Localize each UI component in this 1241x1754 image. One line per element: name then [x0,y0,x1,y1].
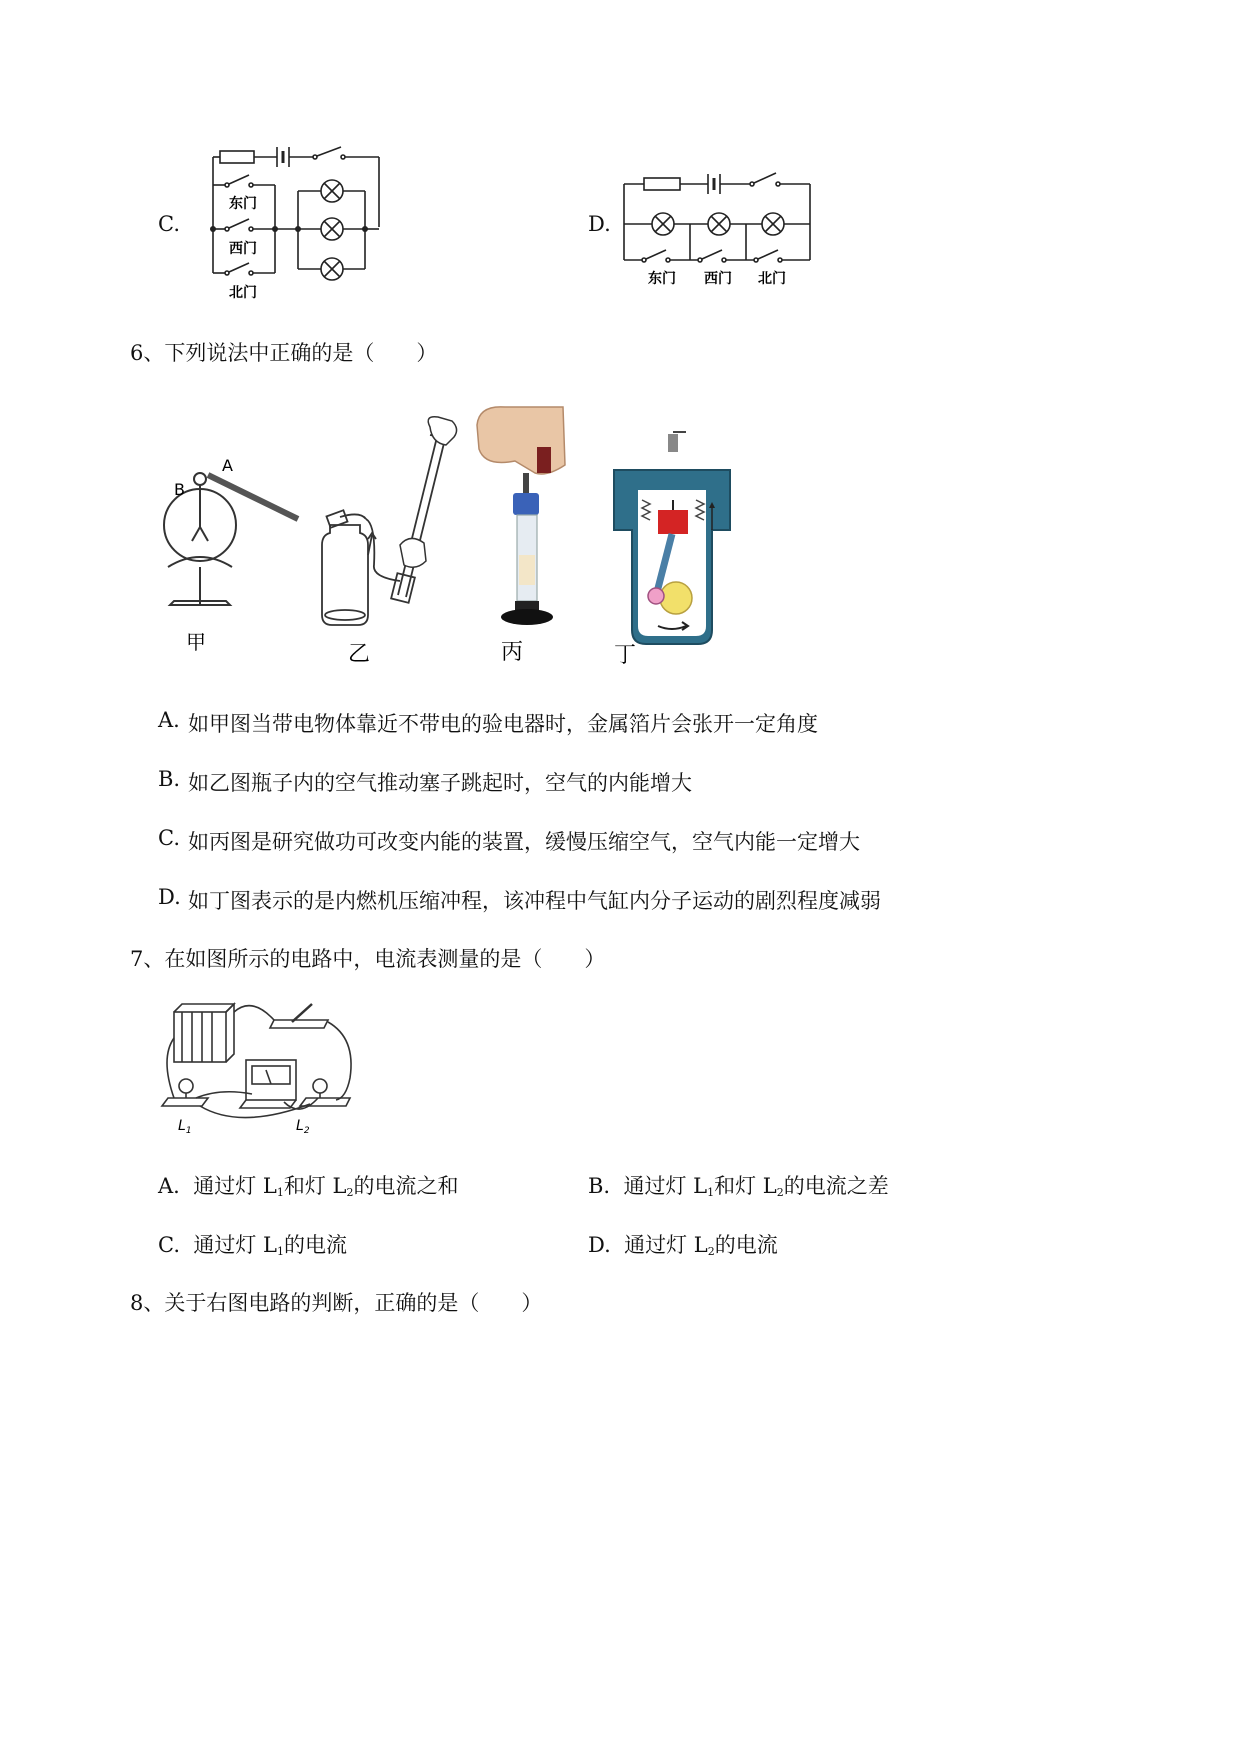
q5-option-c-label: C. [158,212,180,236]
q5-option-c-circuit-diagram [193,145,393,305]
q6-option-c-text: 如丙图是研究做功可改变内能的装置，缓慢压缩空气，空气内能一定增大 [188,830,860,854]
lamp-l1-label: $L_1$ [178,1118,192,1136]
q7-option-a: A. 通过灯 $L_1$和灯 $L_2$的电流之和 [158,1174,459,1199]
figure-bing-air-compression [475,405,575,665]
q6-option-c-label: C. [158,826,180,850]
switch-label-east: 东门 [648,271,676,287]
q7-option-c-label: C. [158,1233,180,1257]
q7-option-d: D. 通过灯 $L_2$的电流 [588,1233,778,1258]
question-7-stem: 7、在如图所示的电路中，电流表测量的是（ ） [130,947,606,971]
figure-jia-electroscope [160,455,310,655]
figure-bing-label: 丙 [501,640,524,665]
q6-option-d-text: 如丁图表示的是内燃机压缩冲程，该冲程中气缸内分子运动的剧烈程度减弱 [188,889,881,913]
q7-option-b: B. 通过灯 $L_1$和灯 $L_2$的电流之差 [588,1174,889,1199]
figure-q7-ammeter-circuit [160,998,360,1138]
figure-jia-label: 甲 [186,630,206,654]
switch-label-west: 西门 [229,241,257,257]
figure-yi-bottle-pump [300,415,470,665]
q7-option-a-label: A. [158,1174,180,1198]
switch-label-east: 东门 [229,196,257,212]
q5-option-d-label: D. [588,212,611,236]
q6-option-a-text: 如甲图当带电物体靠近不带电的验电器时，金属箔片会张开一定角度 [188,712,818,736]
figure-yi-label: 乙 [348,642,371,667]
switch-label-north: 北门 [229,285,257,301]
question-8-stem: 8、关于右图电路的判断，正确的是（ ） [130,1291,543,1315]
point-a-label: A [222,456,233,475]
figure-ding-engine-cylinder [612,430,732,670]
q6-option-a-label: A. [158,708,180,732]
lamp-l2-label: $L_2$ [296,1118,310,1136]
q5-option-d-circuit-diagram [620,168,820,288]
point-b-label: B [174,480,185,499]
q7-option-b-label: B. [588,1174,611,1198]
q6-option-b-label: B. [158,767,181,791]
figure-ding-label: 丁 [614,643,637,668]
q6-option-d-label: D. [158,885,181,909]
switch-label-west: 西门 [704,271,732,287]
switch-label-north: 北门 [758,271,786,287]
q7-option-c: C. 通过灯 $L_1$的电流 [158,1233,347,1258]
question-6-stem: 6、下列说法中正确的是（ ） [130,341,438,365]
q7-option-d-label: D. [588,1233,611,1257]
q6-option-b-text: 如乙图瓶子内的空气推动塞子跳起时，空气的内能增大 [188,771,692,795]
